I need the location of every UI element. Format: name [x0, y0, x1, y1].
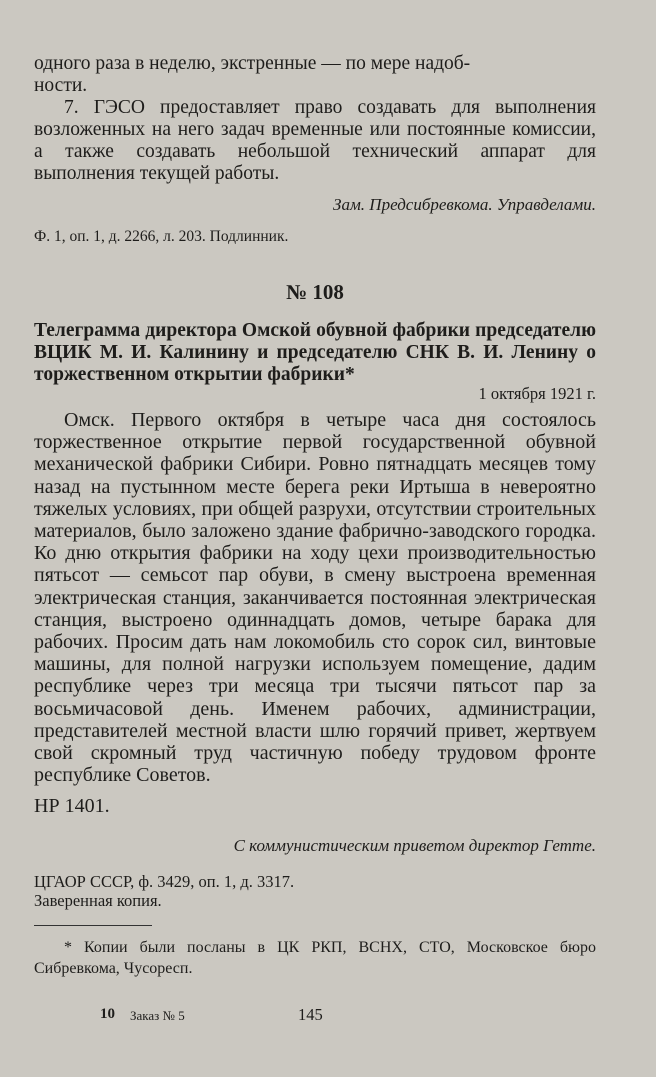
archive-reference: ЦГАОР СССР, ф. 3429, оп. 1, д. 3317. — [34, 872, 295, 891]
print-order: Заказ № 5 — [130, 1008, 185, 1023]
footnote-rule — [34, 925, 152, 926]
paragraph-7: 7. ГЭСО предоставляет право создавать для выполнения возложенных на него задач временные или постоянные комиссии, а также создавать небольшой технический аппарат для выполнения текущей работы. — [34, 97, 596, 184]
top-signature: Зам. Предсибревкома. Управделами. — [333, 195, 596, 214]
telegram-body: Омск. Первого октября в четыре часа дня состоялось торжественное открытие первой государственной обувной механической фабрики Сибири. Ровно пятнадцать месяцев тому назад на пустынном месте берега реки Иртыша в невероятно тяжелых условиях, при общей разрухи, отсутствии строительных материалов, было заложено здание фабрично-заводского городка. Ко дню открытия фабрики на ходу цехи производительностью пятьсот — семьсот пар обуви, в смену выстроена временная электрическая станция, заканчивается постоянная электрическая станция, выстроено одиннадцать домов, четыре барака для рабочих. Просим дать нам локомобиль сто сорок сил, винтовые машины, для полной нагрузки используем помещение, дадим республике через три месяца три тысячи пятьсот пар за восьмичасовой день. Именем рабочих, администрации, представителей местной власти шлю горячий привет, жертвуем свой скромный труд частичную победу трудовом фронте республике Советов. — [34, 409, 596, 787]
document-title: Телеграмма директора Омской обувной фабрики председателю ВЦИК М. И. Калинину и председателю СНК В. И. Ленину о торжественном открытии фабрики* — [34, 320, 596, 385]
top-archive-source: Ф. 1, оп. 1, д. 2266, л. 203. Подлинник. — [34, 228, 289, 245]
telegram-signature: С коммунистическим приветом директор Гетте. — [233, 836, 596, 855]
document-number: № 108 — [286, 280, 344, 304]
document-date: 1 октября 1921 г. — [478, 384, 596, 403]
top-continuation-end: ности. — [34, 75, 88, 96]
telegram-code: НР 1401. — [34, 795, 110, 817]
copy-note: Заверенная копия. — [34, 891, 162, 910]
top-continuation-line: одного раза в неделю, экстренные — по мере надоб- — [34, 53, 471, 74]
page-number: 145 — [298, 1005, 323, 1024]
footnote: * Копии были посланы в ЦК РКП, ВСНХ, СТО, Московское бюро Сибревкома, Чусоресп. — [34, 939, 596, 977]
printer-signature-mark: 10 — [100, 1006, 115, 1022]
